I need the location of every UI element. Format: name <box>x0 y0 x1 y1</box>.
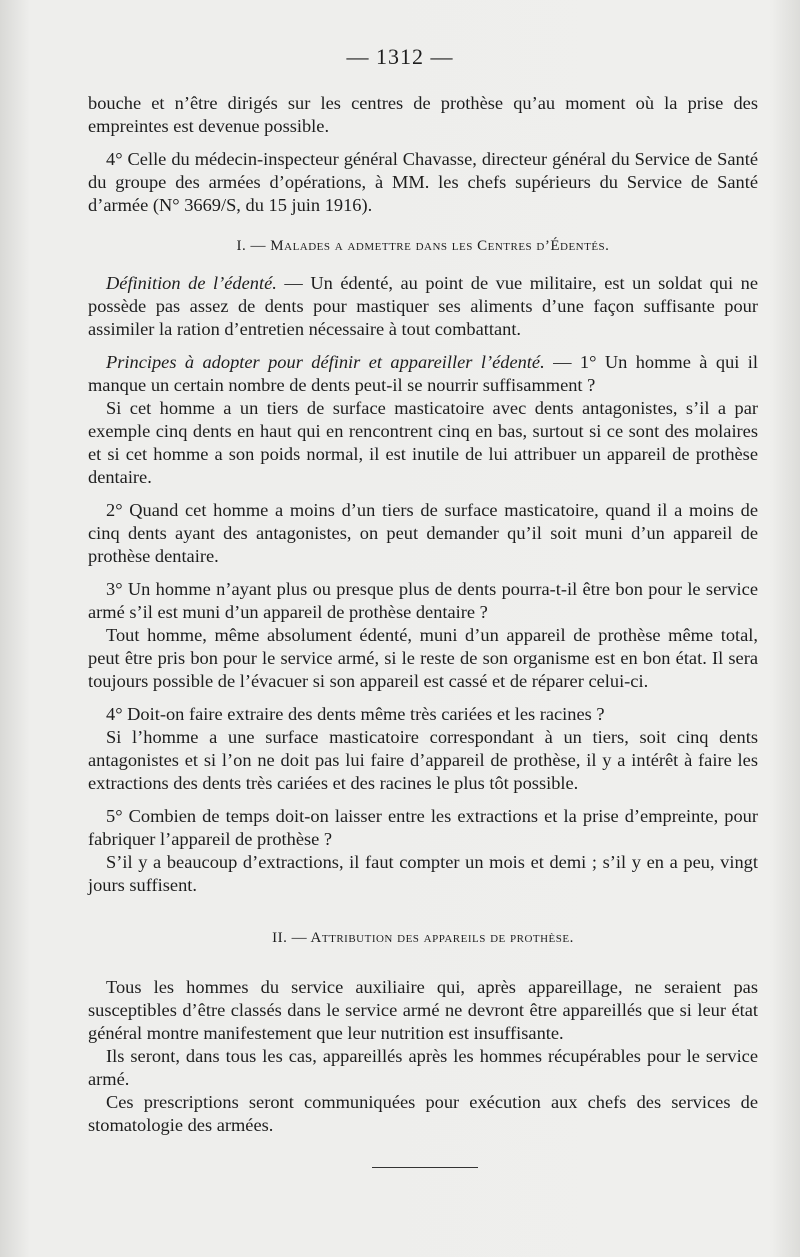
document-body <box>88 92 758 1147</box>
paragraph-point-5: 5° Combien de temps doit-on laisser entre les extractions et la prise d’empreinte, pour fabriquer l’appareil de prothèse ? <box>88 806 758 849</box>
paragraph-service-auxiliaire: Tous les hommes du service auxiliaire qui, après appareillage, ne seraient pas susceptibles d’être classés dans le service armé ne devront être appareillés que si leur état général montre manifestement que leur nutrition est insuffisante. <box>88 977 758 1043</box>
principes-text: — 1° Un homme à qui il manque un certain nombre de dents peut-il se nourrir suffisamment ? <box>88 352 758 395</box>
page-number: — 1312 — <box>346 44 454 69</box>
principes-lead: Principes à adopter pour définir et appareiller l’édenté. <box>106 352 545 372</box>
paragraph-edente-total: Tout homme, même absolument édenté, muni d’un appareil de prothèse même total, peut être pris bon pour le service armé, si le reste de son organisme est en bon état. Il sera toujours possible de l’évacuer si son appareil est cassé et de réparer celui-ci. <box>88 625 758 691</box>
definition-text: — Un édenté, au point de vue militaire, est un soldat qui ne possède pas assez de dents pour mastiquer ses aliments d’une façon suffisante pour assimiler la ration d’entretien nécessaire à tout combattant. <box>88 273 758 339</box>
paragraph-recuperables: Ils seront, dans tous les cas, appareillés après les hommes récupérables pour le service armé. <box>88 1046 758 1089</box>
closing-rule <box>372 1167 478 1168</box>
paragraph-definition <box>88 272 758 341</box>
paragraph-continuation: bouche et n’être dirigés sur les centres de prothèse qu’au moment où la prise des empreintes est devenue possible. <box>88 93 758 136</box>
section-title-attribution: II. — Attribution des appareils de prothèse. <box>272 930 574 946</box>
paragraph-prescriptions: Ces prescriptions seront communiquées pour exécution aux chefs des services de stomatologie des armées. <box>88 1092 758 1135</box>
paragraph-principes <box>88 351 758 397</box>
section-title-malades: I. — Malades a admettre dans les Centres d’Édentés. <box>236 238 610 254</box>
paragraph-delai: S’il y a beaucoup d’extractions, il faut compter un mois et demi ; s’il y en a peu, vingt jours suffisent. <box>88 852 758 895</box>
paragraph-point-2: 2° Quand cet homme a moins d’un tiers de surface masticatoire, quand il a moins de cinq dents ayant des antagonistes, on peut demander qu’il soit muni d’un appareil de prothèse dentaire. <box>88 500 758 566</box>
paragraph-chavasse-circular: 4° Celle du médecin-inspecteur général Chavasse, directeur général du Service de Santé du groupe des armées d’opérations, à MM. les chefs supérieurs du Service de Santé d’armée (N° 3669/S, du 15 juin 1916). <box>88 149 758 215</box>
definition-lead: Définition de l’édenté. <box>106 273 277 293</box>
paragraph-point-3: 3° Un homme n’ayant plus ou presque plus de dents pourra-t-il être bon pour le service armé s’il est muni d’un appareil de prothèse dentaire ? <box>88 579 758 622</box>
paragraph-point-4: 4° Doit-on faire extraire des dents même très cariées et les racines ? <box>106 704 605 724</box>
paragraph-tiers-surface: Si cet homme a un tiers de surface masticatoire avec dents antagonistes, s’il a par exemple cinq dents en haut qui en rencontrent cinq en bas, surtout si ce sont des molaires et si cet homme a son poids normal, il est inutile de lui attribuer un appareil de prothèse dentaire. <box>88 398 758 487</box>
paragraph-extractions: Si l’homme a une surface masticatoire correspondant à un tiers, soit cinq dents antagonistes et si l’on ne doit pas lui faire d’appareil de prothèse, il y a intérêt à faire les extractions des dents très cariées et des racines le plus tôt possible. <box>88 727 758 793</box>
